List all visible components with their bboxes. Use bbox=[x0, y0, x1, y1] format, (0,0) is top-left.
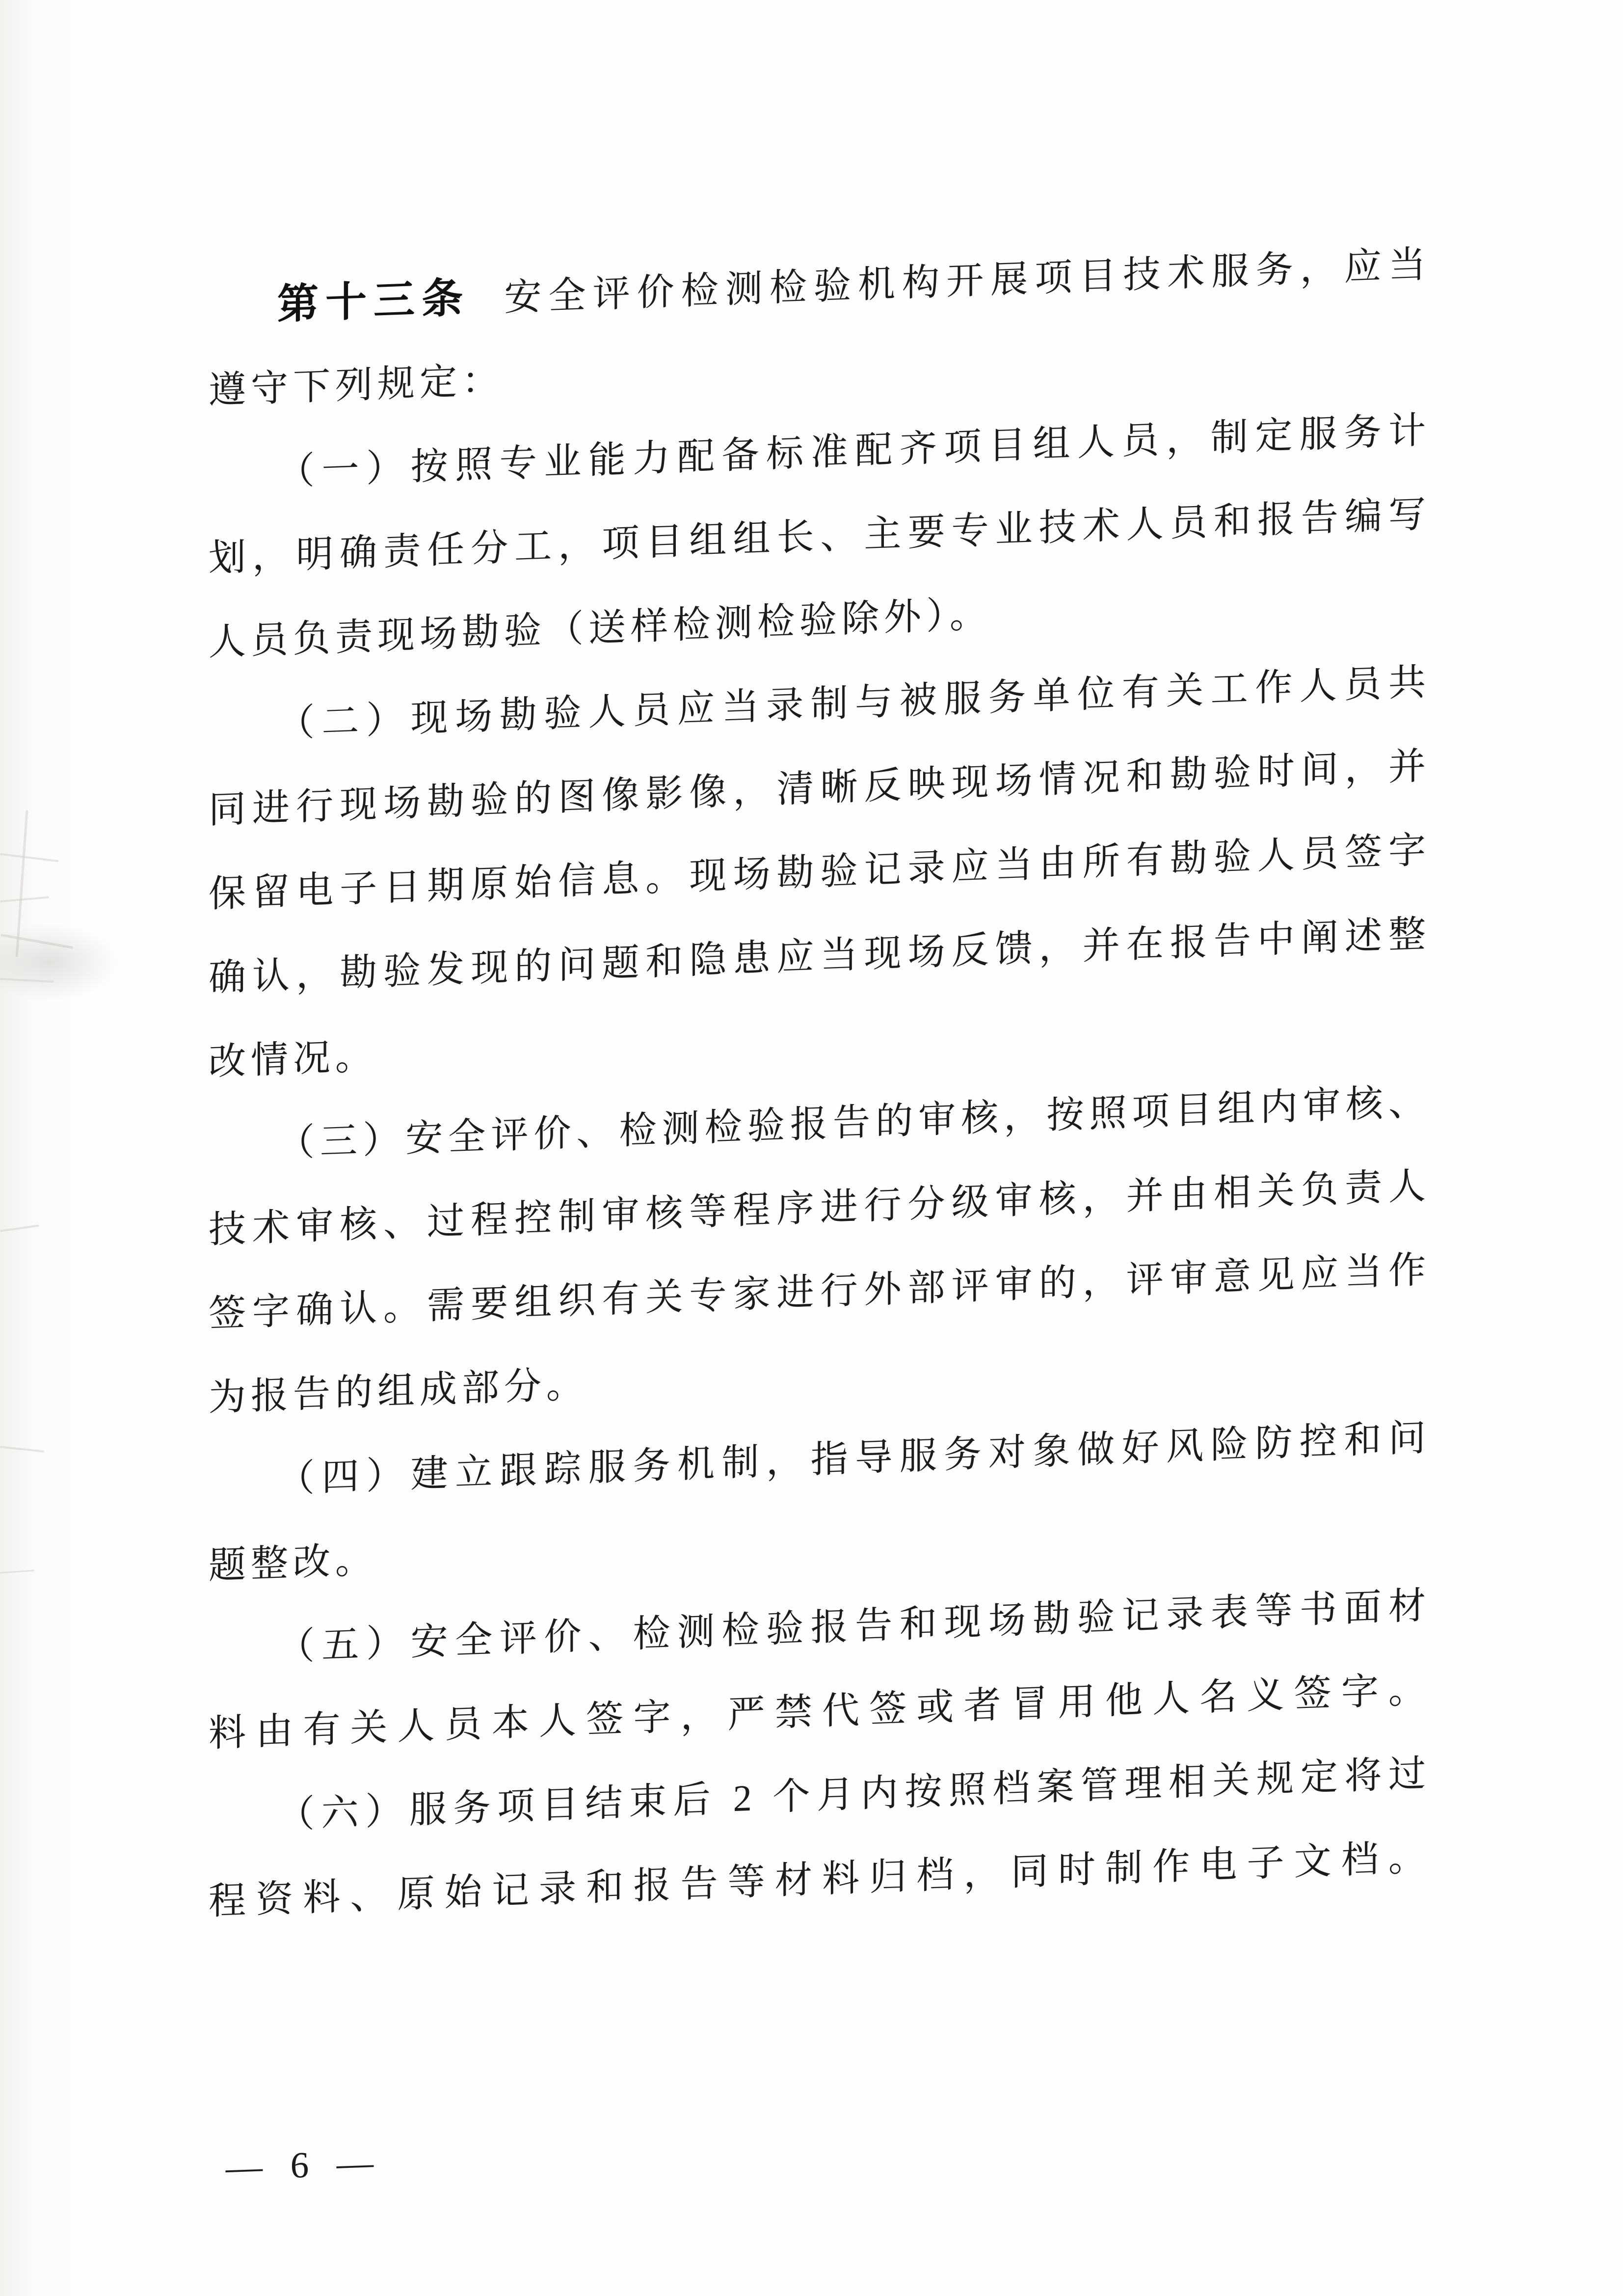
article-heading-text: 安全评价检测检验机构开展项目技术服务，应当 bbox=[502, 243, 1431, 319]
text-line: （五）安全评价、检测检验报告和现场勘验记录表等书面材 bbox=[277, 1585, 1431, 1668]
text-line: 遵守下列规定： bbox=[209, 359, 504, 411]
paper-crease bbox=[0, 1570, 34, 1574]
paper-crease bbox=[0, 1446, 44, 1452]
text-line: 为报告的组成部分。 bbox=[209, 1363, 588, 1419]
text-line: （六）服务项目结束后 2 个月内按照档案管理相关规定将过 bbox=[277, 1753, 1431, 1836]
text-line: 料由有关人员本人签字，严禁代签或者冒用他人名义签字。 bbox=[209, 1669, 1431, 1755]
text-line: 保留电子日期原始信息。现场勘验记录应当由所有勘验人员签字 bbox=[209, 829, 1431, 915]
text-line: 同进行现场勘验的图像影像，清晰反映现场情况和勘验时间，并 bbox=[209, 745, 1431, 831]
paper-crease-shadow bbox=[0, 923, 118, 1001]
text-line: 程资料、原始记录和报告等材料归档，同时制作电子文档。 bbox=[209, 1837, 1431, 1922]
document-body bbox=[209, 221, 1431, 2211]
text-line: 人员负责现场勘验（送样检测检验除外）。 bbox=[209, 594, 992, 663]
text-line: （三）安全评价、检测检验报告的审核，按照项目组内审核、 bbox=[277, 1081, 1431, 1164]
text-line: 技术审核、过程控制审核等程序进行分级审核，并由相关负责人 bbox=[209, 1165, 1431, 1251]
paper-crease bbox=[0, 1224, 39, 1232]
article-number: 第十三条 bbox=[277, 274, 470, 327]
paper-crease bbox=[0, 896, 49, 903]
paper-crease bbox=[0, 853, 59, 863]
page-number: — 6 — bbox=[226, 2142, 376, 2188]
text-line: 划，明确责任分工，项目组组长、主要专业技术人员和报告编写 bbox=[209, 493, 1431, 579]
text-line: （二）现场勘验人员应当录制与被服务单位有关工作人员共 bbox=[277, 661, 1431, 745]
text-line: （一）按照专业能力配备标准配齐项目组人员，制定服务计 bbox=[277, 409, 1431, 493]
article-number-gap bbox=[470, 310, 502, 311]
text-line: 签字确认。需要组织有关专家进行外部评审的，评审意见应当作 bbox=[209, 1249, 1431, 1335]
text-line: 确认，勘验发现的问题和隐患应当现场反馈，并在报告中阐述整 bbox=[209, 913, 1431, 999]
text-line: （四）建立跟踪服务机制，指导服务对象做好风险防控和问 bbox=[277, 1417, 1431, 1500]
text-line: 改情况。 bbox=[209, 1035, 377, 1083]
text-line: 题整改。 bbox=[209, 1539, 377, 1587]
